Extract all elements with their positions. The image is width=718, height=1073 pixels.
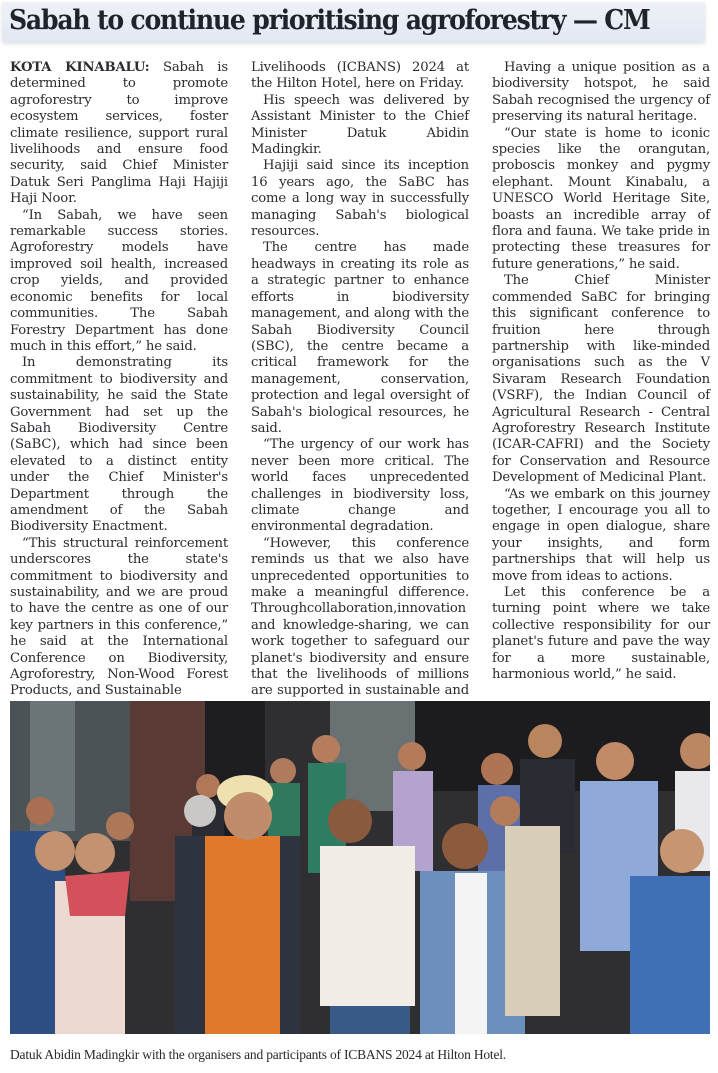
paragraph: The Chief Minister commended SaBC for bringing this significant conference to fruition here through partnership with like-minded organisations such as the V Sivaram Research Foundation (VSRF), the Indian Council of Agricultural Research - Central Agroforestry Research Institute (ICAR-CAFRI) and the Society for Conservation and Resource Development of Medicinal Plant. bbox=[492, 273, 710, 486]
paragraph: Hajiji said since its inception 16 years ago, the SaBC has come a long way in successfully managing Sabah's biological resources. bbox=[251, 158, 469, 240]
group-photo bbox=[10, 701, 710, 1034]
dateline: KOTA KINABALU: bbox=[10, 60, 150, 75]
article-column-1 bbox=[10, 60, 228, 699]
headline: Sabah to continue prioritising agroforestry — CM bbox=[9, 5, 650, 36]
article-column-2 bbox=[251, 60, 469, 699]
paragraph: “The urgency of our work has never been more critical. The world faces unprecedented challenges in biodiversity loss, climate change and environmental degradation. bbox=[251, 437, 469, 535]
article-body bbox=[10, 60, 710, 699]
photo-illustration bbox=[10, 701, 710, 1034]
paragraph: Livelihoods (ICBANS) 2024 at the Hilton Hotel, here on Friday. bbox=[251, 60, 469, 92]
photo-caption: Datuk Abidin Madingkir with the organisers and participants of ICBANS 2024 at Hilton Hotel. bbox=[10, 1047, 506, 1062]
paragraph: Having a unique position as a biodiversity hotspot, he said Sabah recognised the urgency of preserving its natural heritage. bbox=[492, 60, 710, 125]
article-column-3 bbox=[492, 60, 710, 690]
paragraph: His speech was delivered by Assistant Minister to the Chief Minister Datuk Abidin Madingkir. bbox=[251, 92, 469, 158]
paragraph: “As we embark on this journey together, I encourage you all to engage in open dialogue, share your insights, and form partnerships that will help us move from ideas to actions. bbox=[492, 486, 710, 584]
paragraph: KOTA KINABALU: Sabah is determined to promote agroforestry to improve ecosystem services, foster climate resilience, support rural livelihoods and ensure food security, said Chief Minister Datuk Seri Panglima Haji Hajiji Haji Noor. bbox=[10, 60, 228, 207]
paragraph: “However, this conference reminds us that we also have unprecedented opportunities to make a meaningful difference. Throughcollaboration,innovation and knowledge-sharing, we can work together to safeguard our planet's biodiversity and ensure that the livelihoods of millions are supported in sustainable and bbox=[251, 535, 469, 699]
paragraph: “Our state is home to iconic species like the orangutan, proboscis monkey and pygmy elephant. Mount Kinabalu, a UNESCO World Heritage Site, boasts an incredible array of flora and fauna. We take pride in protecting these treasures for future generations,” he said. bbox=[492, 125, 710, 272]
paragraph: “This structural reinforcement underscores the state's commitment to biodiversity and sustainability, and we are proud to have the centre as one of our key partners in this conference,” he said at the International Conference on Biodiversity, Agroforestry, Non-Wood Forest Products, and Sustainable bbox=[10, 535, 228, 699]
paragraph: Let this conference be a turning point where we take collective responsibility for our planet's future and pave the way for a more sustainable, harmonious world,” he said. bbox=[492, 585, 710, 683]
paragraph: In demonstrating its commitment to biodiversity and sustainability, he said the State Government had set up the Sabah Biodiversity Centre (SaBC), which had since been elevated to a distinct entity under the Chief Minister's Department through the amendment of the Sabah Biodiversity Enactment. bbox=[10, 355, 228, 535]
paragraph: The centre has made headways in creating its role as a strategic partner to enhance efforts in biodiversity management, and along with the Sabah Biodiversity Council (SBC), the centre became a critical framework for the management, conservation, protection and legal oversight of Sabah's biological resources, he said. bbox=[251, 240, 469, 436]
paragraph: “In Sabah, we have seen remarkable success stories. Agroforestry models have improved soil health, increased crop yields, and provided economic benefits for local communities. The Sabah Forestry Department has done much in this effort,” he said. bbox=[10, 207, 228, 354]
